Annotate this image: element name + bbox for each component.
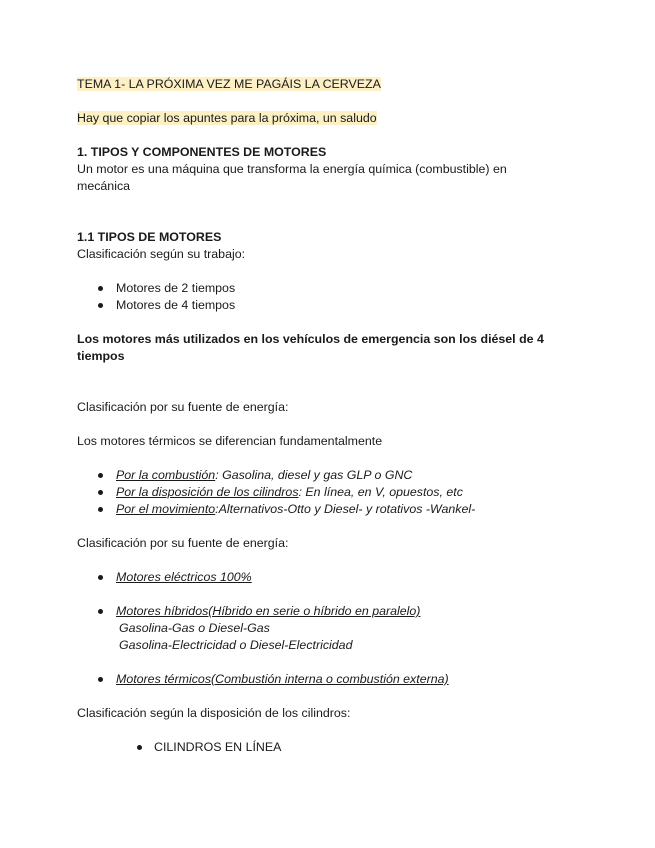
list-item-cylinders: CILINDROS EN LÍNEA xyxy=(154,740,282,754)
cylinders-intro: Clasificación según la disposición de los cilindros: xyxy=(77,706,351,720)
energy1-intro: Clasificación por su fuente de energía: xyxy=(77,400,289,414)
energy1-thermal: Los motores térmicos se diferencian fundamentalmente xyxy=(77,434,383,448)
list-item-electric: Motores eléctricos 100% xyxy=(116,570,252,584)
section11-intro: Clasificación según su trabajo: xyxy=(77,247,246,261)
list-item: Por la combustión: Gasolina, diesel y gas GLP o GNC xyxy=(116,468,413,482)
hybrid-sub: Gasolina-Gas o Diesel-Gas xyxy=(119,621,270,635)
bullet-icon xyxy=(98,490,103,495)
section1-heading: 1. TIPOS Y COMPONENTES DE MOTORES xyxy=(77,145,327,159)
bullet-icon xyxy=(98,473,103,478)
bullet-icon xyxy=(137,745,142,750)
bullet-icon xyxy=(98,609,103,614)
bold-note: Los motores más utilizados en los vehículos de emergencia son los diésel de 4 tiempos xyxy=(77,332,544,363)
bullet-icon xyxy=(98,575,103,580)
hybrid-sub: Gasolina-Electricidad o Diesel-Electricidad xyxy=(119,638,353,652)
list-item: Motores de 4 tiempos xyxy=(116,298,236,312)
section1-text: Un motor es una máquina que transforma la energía química (combustible) en mecánica xyxy=(77,162,507,193)
list-item: Motores de 2 tiempos xyxy=(116,281,236,295)
bullet-icon xyxy=(98,507,103,512)
section11-heading: 1.1 TIPOS DE MOTORES xyxy=(77,230,222,244)
list-item-thermal: Motores térmicos(Combustión interna o combustión externa) xyxy=(116,672,449,686)
list-item: Por el movimiento:Alternativos-Otto y Diesel- y rotativos -Wankel- xyxy=(116,502,476,516)
bullet-icon xyxy=(98,286,103,291)
energy2-intro: Clasificación por su fuente de energía: xyxy=(77,536,289,550)
note-text: Hay que copiar los apuntes para la próxima, un saludo xyxy=(77,111,377,125)
bullet-icon xyxy=(98,303,103,308)
bullet-icon xyxy=(98,677,103,682)
doc-title: TEMA 1- LA PRÓXIMA VEZ ME PAGÁIS LA CERVEZA xyxy=(77,77,381,91)
list-item-hybrid: Motores híbridos(Híbrido en serie o híbrido en paralelo) xyxy=(116,604,421,618)
list-item: Por la disposición de los cilindros: En línea, en V, opuestos, etc xyxy=(116,485,463,499)
